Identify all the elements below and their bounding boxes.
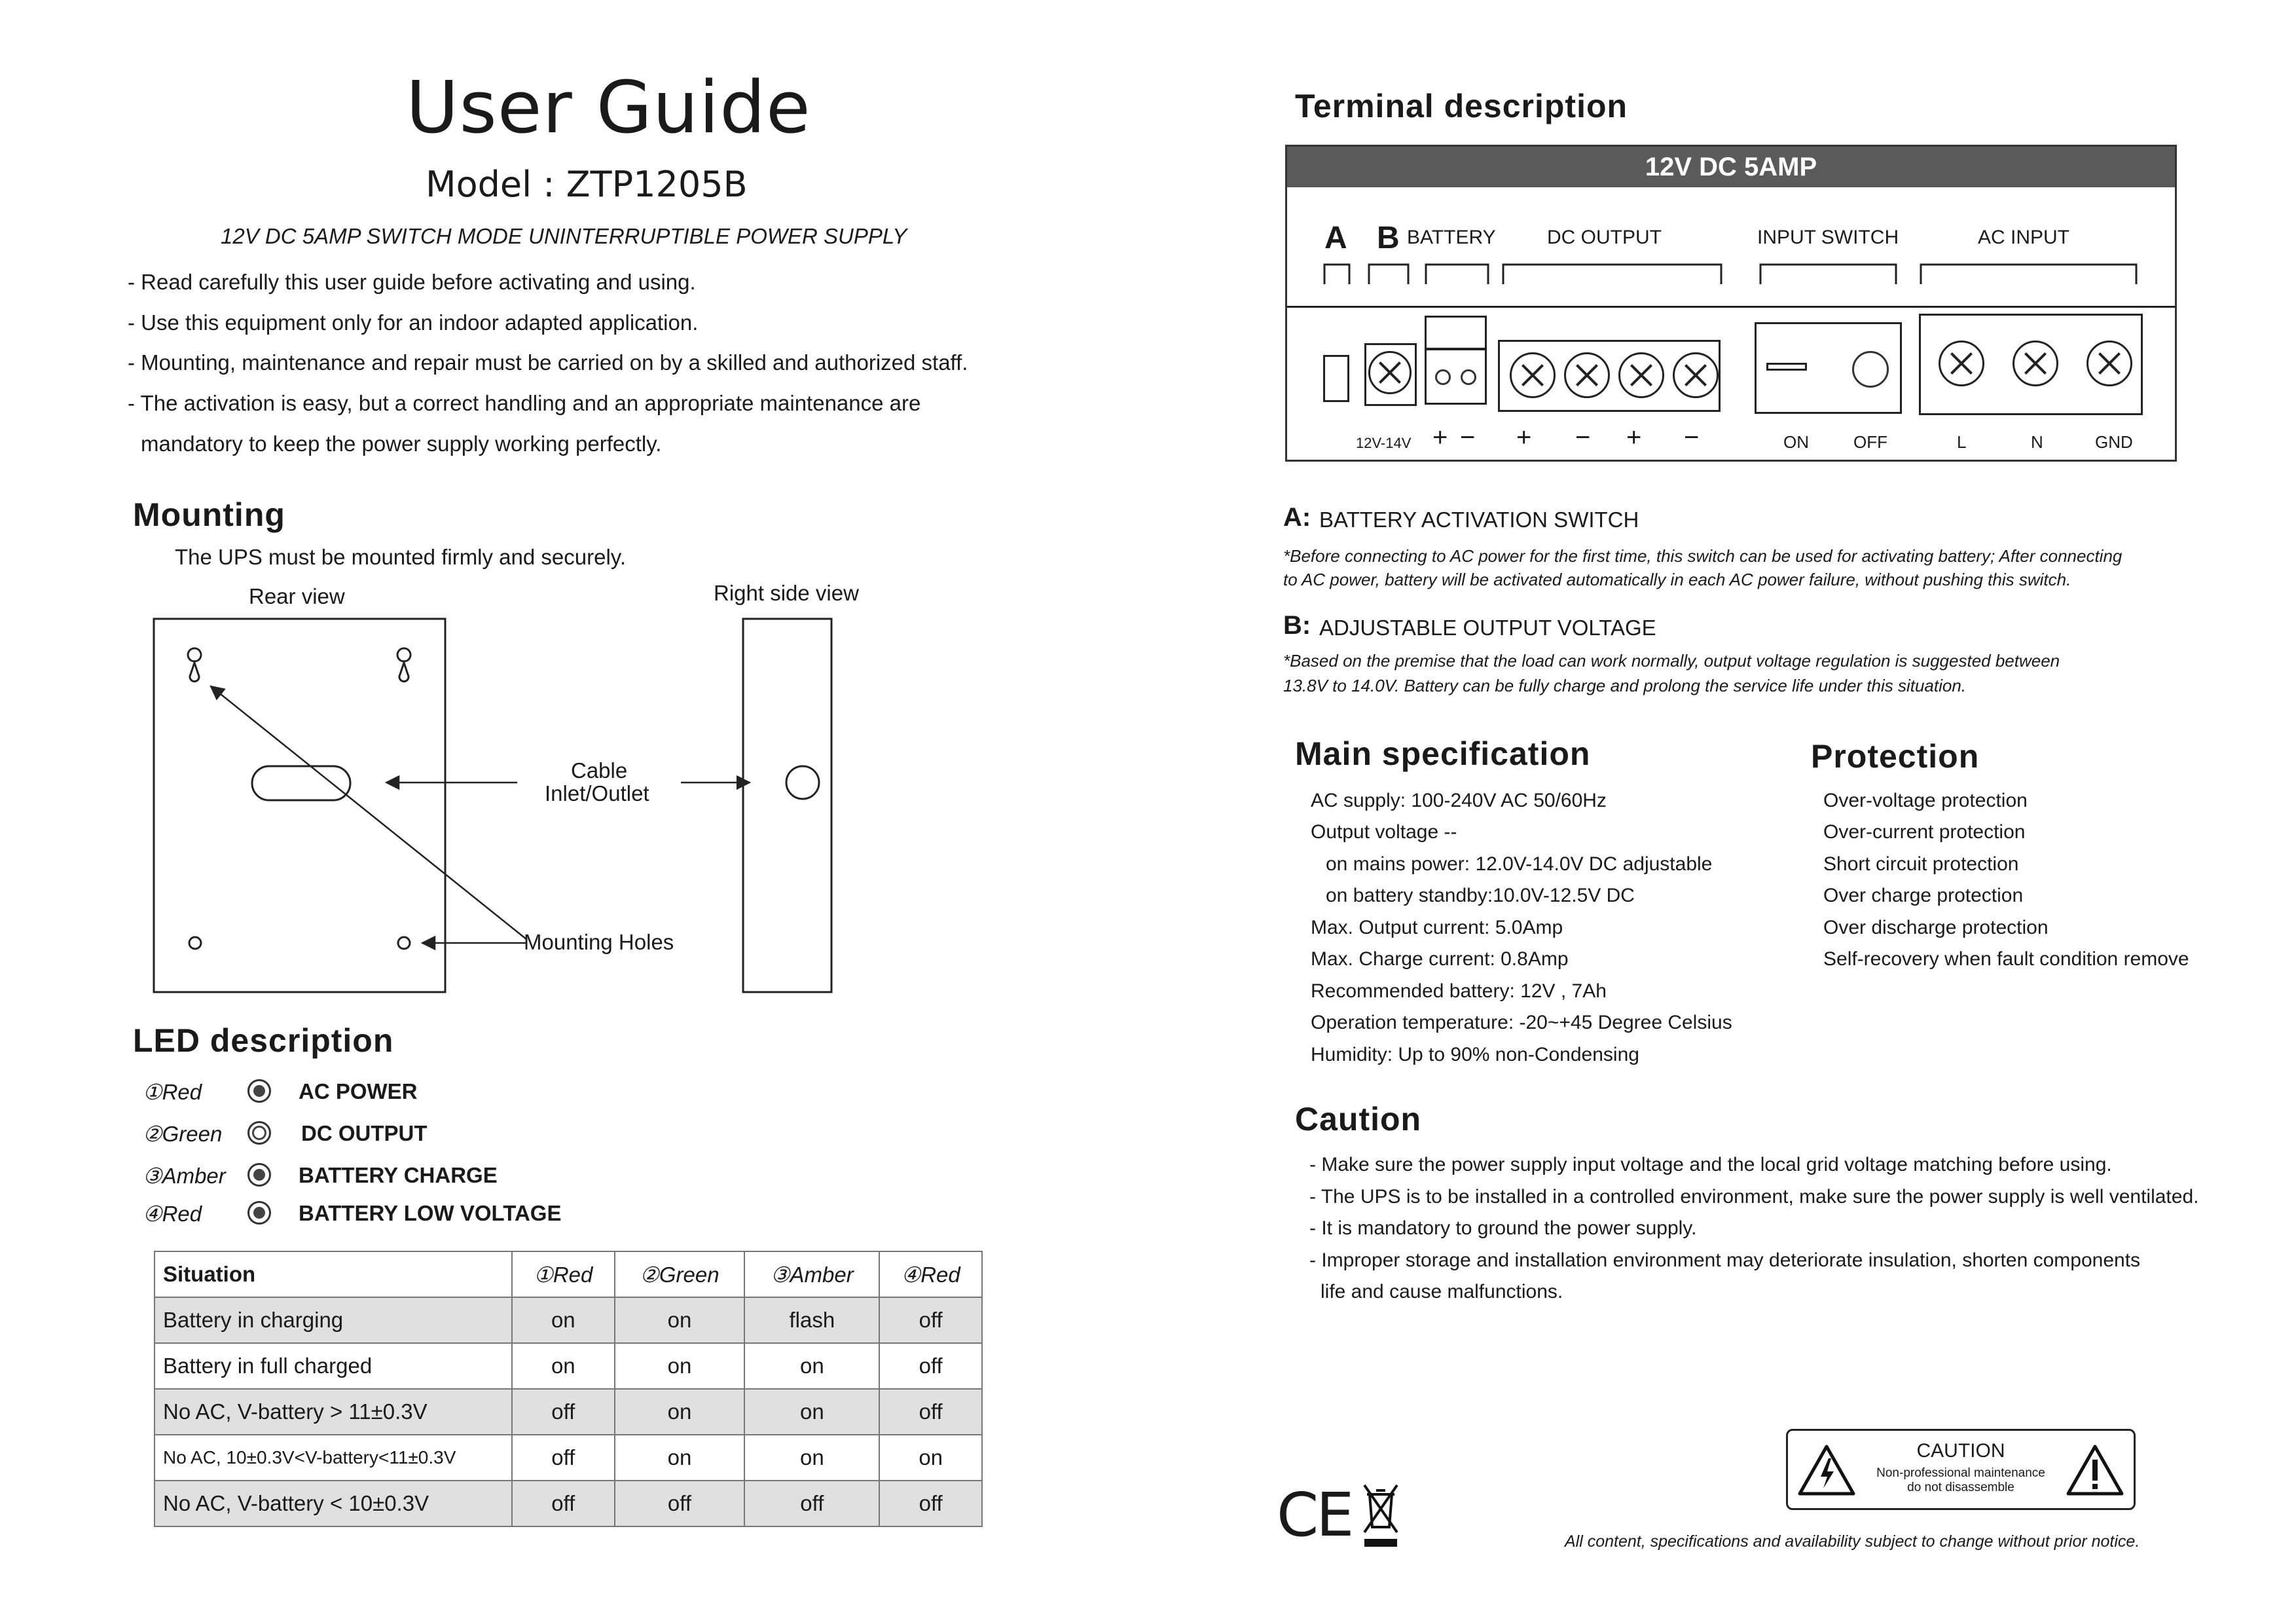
terminal-screw-icon	[1673, 352, 1719, 398]
protection-heading: Protection	[1811, 738, 1980, 775]
cable-label: Cable	[571, 758, 628, 783]
table-cell: on	[879, 1435, 982, 1481]
switch-button-icon	[1852, 351, 1889, 388]
table-header: Situation	[155, 1251, 512, 1297]
voltage-screw-icon	[1368, 351, 1412, 394]
table-cell: on	[615, 1343, 745, 1389]
protection-item: Over charge protection	[1823, 885, 2024, 906]
right-view-panel	[743, 619, 831, 992]
table-cell: off	[744, 1481, 879, 1526]
table-header: ④Red	[879, 1251, 982, 1297]
caution-item: - It is mandatory to ground the power supply.	[1309, 1217, 1697, 1239]
terminal-label-battery: BATTERY	[1407, 227, 1496, 248]
caution-box-title: CAUTION	[1916, 1440, 2005, 1462]
spec-item: AC supply: 100-240V AC 50/60Hz	[1311, 790, 1607, 811]
led-label: AC POWER	[299, 1079, 418, 1103]
table-cell: off	[615, 1481, 745, 1526]
mounting-diagram	[131, 609, 884, 1002]
polarity-label: +	[1432, 423, 1448, 452]
polarity-label: −	[1575, 423, 1591, 452]
note-a-text: *Before connecting to AC power for the first time, this switch can be used for activating battery; After connecting	[1283, 546, 2123, 566]
led-num: ④Red	[143, 1202, 202, 1226]
terminal-label-ac-input: AC INPUT	[1978, 227, 2070, 248]
led-label: BATTERY LOW VOLTAGE	[299, 1201, 562, 1225]
table-cell: Battery in charging	[155, 1297, 512, 1343]
table-cell: off	[879, 1343, 982, 1389]
warning-icon	[2066, 1444, 2124, 1496]
led-num: ②Green	[143, 1122, 223, 1146]
table-cell: on	[744, 1343, 879, 1389]
protection-item: Over-voltage protection	[1823, 790, 2028, 811]
led-label: BATTERY CHARGE	[299, 1163, 498, 1187]
mounting-text: The UPS must be mounted firmly and securely.	[175, 545, 627, 569]
protection-item: Over discharge protection	[1823, 917, 2049, 938]
intro-line: - Mounting, maintenance and repair must be carried on by a skilled and authorized staff.	[128, 350, 968, 375]
weee-bin-icon	[1360, 1481, 1401, 1551]
terminal-screw-icon	[1618, 352, 1664, 398]
footer-note: All content, specifications and availability subject to change without prior notice.	[1565, 1532, 2140, 1551]
polarity-label: −	[1460, 423, 1476, 452]
terminal-divider	[1287, 306, 2175, 308]
table-header: ①Red	[512, 1251, 615, 1297]
spec-item: on battery standby:10.0V-12.5V DC	[1326, 885, 1635, 906]
terminal-screw-icon	[1564, 352, 1610, 398]
holes-label: Mounting Holes	[524, 930, 674, 954]
table-cell: No AC, V-battery > 11±0.3V	[155, 1389, 512, 1435]
note-b-letter: B:	[1283, 611, 1311, 640]
ac-gnd-label: GND	[2095, 432, 2133, 452]
table-header-row	[155, 1251, 982, 1297]
table-cell: on	[512, 1297, 615, 1343]
switch-on-label: ON	[1783, 432, 1809, 452]
mounting-hole-icon	[398, 937, 410, 949]
terminal-letter-b: B	[1377, 221, 1400, 255]
terminal-letter-a: A	[1324, 221, 1347, 255]
protection-item: Over-current protection	[1823, 821, 2026, 843]
led-num: ①Red	[143, 1080, 202, 1104]
switch-rocker-icon	[1766, 363, 1807, 371]
subtitle: 12V DC 5AMP SWITCH MODE UNINTERRUPTIBLE POWER SUPPLY	[221, 224, 907, 248]
table-cell: off	[879, 1297, 982, 1343]
table-cell: flash	[744, 1297, 879, 1343]
caution-box-line: do not disassemble	[1907, 1481, 2014, 1494]
spec-item: Operation temperature: -20~+45 Degree Celsius	[1311, 1012, 1732, 1033]
note-a-title: BATTERY ACTIVATION SWITCH	[1319, 507, 1639, 532]
led-indicator-icon	[247, 1201, 271, 1225]
note-b-title: ADJUSTABLE OUTPUT VOLTAGE	[1319, 616, 1656, 640]
battery-switch-icon	[1323, 355, 1349, 402]
table-cell: off	[879, 1481, 982, 1526]
rear-view-label: Rear view	[249, 584, 345, 608]
table-header: ③Amber	[744, 1251, 879, 1297]
table-cell: on	[744, 1435, 879, 1481]
table-cell: off	[512, 1435, 615, 1481]
cable-slot	[252, 766, 350, 800]
note-a-text: to AC power, battery will be activated automatically in each AC power failure, without pushing this switch.	[1283, 570, 2071, 589]
page-title: User Guide	[406, 65, 811, 149]
mounting-heading: Mounting	[133, 496, 285, 533]
terminal-screw-icon	[1939, 341, 1984, 386]
intro-line: - Use this equipment only for an indoor adapted application.	[128, 310, 699, 335]
intro-line: - The activation is easy, but a correct handling and an appropriate maintenance are	[128, 391, 921, 415]
table-cell: on	[744, 1389, 879, 1435]
terminal-heading: Terminal description	[1295, 88, 1628, 124]
spec-item: on mains power: 12.0V-14.0V DC adjustable	[1326, 853, 1713, 875]
table-row	[155, 1343, 982, 1389]
polarity-label: +	[1626, 423, 1642, 452]
caution-item: - The UPS is to be installed in a controlled environment, make sure the power supply is well ventilated.	[1309, 1186, 2199, 1208]
note-a-letter: A:	[1283, 503, 1311, 532]
terminal-diagram	[1285, 145, 2177, 462]
right-view-label: Right side view	[714, 581, 859, 605]
table-cell: on	[615, 1435, 745, 1481]
protection-item: Self-recovery when fault condition remove	[1823, 948, 2189, 970]
battery-connector-icon	[1425, 316, 1487, 350]
terminal-screw-icon	[2086, 341, 2132, 386]
table-cell: off	[879, 1389, 982, 1435]
table-row	[155, 1481, 982, 1526]
table-cell: on	[512, 1343, 615, 1389]
note-b-text: 13.8V to 14.0V. Battery can be fully charge and prolong the service life under this situation.	[1283, 676, 1967, 695]
switch-off-label: OFF	[1853, 432, 1887, 452]
model-label: Model : ZTP1205B	[426, 164, 748, 205]
pin-icon	[1461, 369, 1476, 385]
terminal-brackets	[1287, 258, 2175, 291]
caution-heading: Caution	[1295, 1101, 1422, 1137]
table-row	[155, 1297, 982, 1343]
caution-label-box	[1786, 1429, 2136, 1510]
table-cell: on	[615, 1389, 745, 1435]
intro-line: mandatory to keep the power supply working perfectly.	[141, 432, 662, 456]
ac-n-label: N	[2031, 432, 2043, 452]
battery-connector-icon	[1425, 348, 1487, 405]
table-cell: No AC, 10±0.3V<V-battery<11±0.3V	[155, 1435, 512, 1481]
led-indicator-icon	[247, 1163, 271, 1187]
led-heading: LED description	[133, 1022, 394, 1059]
voltage-range-label: 12V-14V	[1356, 435, 1412, 451]
table-cell: off	[512, 1389, 615, 1435]
terminal-label-dc-output: DC OUTPUT	[1547, 227, 1662, 248]
table-cell: on	[615, 1297, 745, 1343]
terminal-bar: 12V DC 5AMP	[1287, 147, 2175, 187]
spec-item: Humidity: Up to 90% non-Condensing	[1311, 1044, 1639, 1065]
mounting-hole-icon	[189, 937, 201, 949]
caution-box-line: Non-professional maintenance	[1876, 1466, 2045, 1480]
table-cell: No AC, V-battery < 10±0.3V	[155, 1481, 512, 1526]
spec-item: Recommended battery: 12V , 7Ah	[1311, 980, 1607, 1002]
spec-item: Output voltage --	[1311, 821, 1457, 843]
led-label: DC OUTPUT	[301, 1121, 428, 1145]
led-indicator-icon	[247, 1121, 271, 1145]
cable-label: Inlet/Outlet	[545, 781, 649, 805]
table-row	[155, 1435, 982, 1481]
caution-item: - Improper storage and installation environment may deteriorate insulation, shorten components	[1309, 1249, 2141, 1271]
table-header: ②Green	[615, 1251, 745, 1297]
led-indicator-icon	[247, 1079, 271, 1103]
ac-l-label: L	[1957, 432, 1967, 452]
terminal-screw-icon	[1510, 352, 1556, 398]
ce-mark-icon: CE	[1277, 1480, 1352, 1550]
spec-item: Max. Output current: 5.0Amp	[1311, 917, 1563, 938]
pin-icon	[1435, 369, 1451, 385]
cable-hole-icon	[786, 766, 819, 799]
polarity-label: +	[1516, 423, 1532, 452]
note-b-text: *Based on the premise that the load can work normally, output voltage regulation is suggested between	[1283, 651, 2060, 671]
polarity-label: −	[1684, 423, 1700, 452]
protection-item: Short circuit protection	[1823, 853, 2019, 875]
table-cell: off	[512, 1481, 615, 1526]
led-num: ③Amber	[143, 1164, 226, 1188]
intro-line: - Read carefully this user guide before activating and using.	[128, 270, 696, 294]
table-row	[155, 1389, 982, 1435]
spec-heading: Main specification	[1295, 735, 1591, 772]
spec-item: Max. Charge current: 0.8Amp	[1311, 948, 1569, 970]
keyhole-icon	[188, 648, 410, 682]
terminal-label-input-switch: INPUT SWITCH	[1757, 227, 1899, 248]
terminal-screw-icon	[2013, 341, 2058, 386]
led-status-table	[154, 1251, 983, 1527]
table-cell: Battery in full charged	[155, 1343, 512, 1389]
caution-item: - Make sure the power supply input voltage and the local grid voltage matching before using.	[1309, 1154, 2112, 1175]
caution-item: life and cause malfunctions.	[1321, 1281, 1563, 1302]
